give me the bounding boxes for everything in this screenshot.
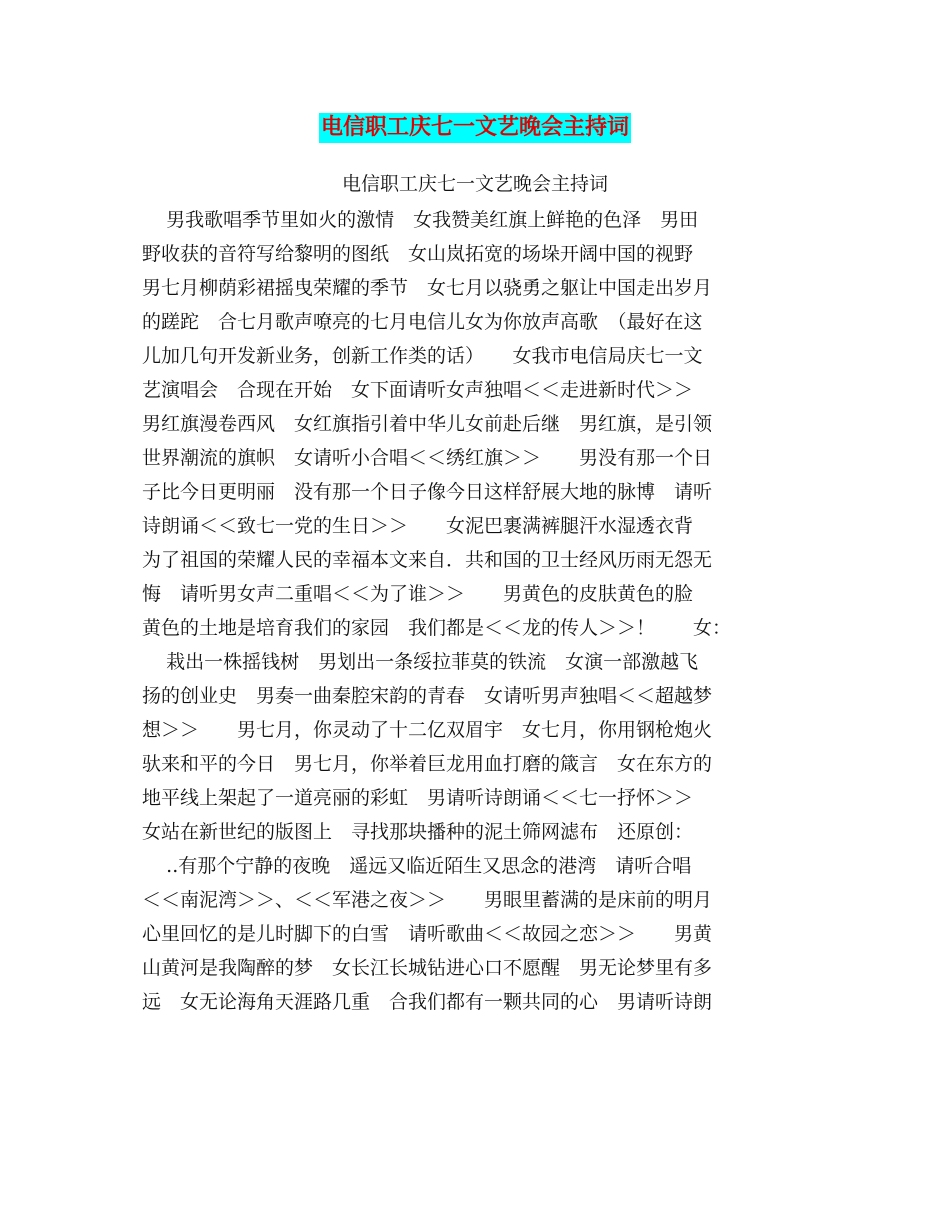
body-line: ＜＜南泥湾＞＞、＜＜军港之夜＞＞ 男眼里蓄满的是床前的明月 — [142, 889, 713, 911]
body-line: 黄色的土地是培育我们的家园 我们都是＜＜龙的传人＞＞！ 女： — [142, 617, 732, 639]
body-line: 男红旗漫卷西风 女红旗指引着中华儿女前赴后继 男红旗，是引领 — [142, 413, 713, 435]
body-line: 男七月柳荫彩裙摇曳荣耀的季节 女七月以骁勇之躯让中国走出岁月 — [142, 277, 713, 299]
document-subtitle: 电信职工庆七一文艺晚会主持词 — [341, 173, 608, 195]
body-line: 儿加几句开发新业务，创新工作类的话） 女我市电信局庆七一文 — [142, 345, 703, 367]
body-line: 心里回忆的是儿时脚下的白雪 请听歌曲＜＜故园之恋＞＞ 男黄 — [142, 923, 713, 945]
body-line: 山黄河是我陶醉的梦 女长江长城钻进心口不愿醒 男无论梦里有多 — [142, 957, 713, 979]
document-title: 电信职工庆七一文艺晚会主持词 — [319, 113, 631, 143]
body-line: 诗朗诵＜＜致七一党的生日＞＞ 女泥巴裹满裤腿汗水湿透衣背 — [142, 515, 694, 537]
body-line: 世界潮流的旗帜 女请听小合唱＜＜绣红旗＞＞ 男没有那一个日 — [142, 447, 713, 469]
body-line: ..有那个宁静的夜晚 遥远又临近陌生又思念的港湾 请听合唱 — [142, 855, 692, 877]
document-body — [142, 203, 808, 1019]
body-line: 野收获的音符写给黎明的图纸 女山岚拓宽的场垛开阔中国的视野 — [142, 243, 694, 265]
body-line: 想＞＞ 男七月，你灵动了十二亿双眉宇 女七月，你用钢枪炮火 — [142, 719, 713, 741]
title-container — [0, 113, 950, 143]
body-line: 艺演唱会 合现在开始 女下面请听女声独唱＜＜走进新时代＞＞ — [142, 379, 694, 401]
body-line: 远 女无论海角天涯路几重 合我们都有一颗共同的心 男请听诗朗 — [142, 991, 713, 1013]
body-line: 地平线上架起了一道亮丽的彩虹 男请听诗朗诵＜＜七一抒怀＞＞ — [142, 787, 694, 809]
body-line: 子比今日更明丽 没有那一个日子像今日这样舒展大地的脉博 请听 — [142, 481, 713, 503]
body-line: 女站在新世纪的版图上 寻找那块播种的泥土筛网滤布 还原创： — [142, 821, 694, 843]
body-line: 栽出一株摇钱树 男划出一条绥拉菲莫的铁流 女演一部激越飞 — [142, 651, 699, 673]
body-line: 的蹉跎 合七月歌声嘹亮的七月电信儿女为你放声高歌 （最好在这 — [142, 311, 703, 333]
body-line: 驮来和平的今日 男七月，你举着巨龙用血打磨的箴言 女在东方的 — [142, 753, 713, 775]
body-line: 为了祖国的荣耀人民的幸福本文来自．共和国的卫士经风历雨无怨无 — [142, 549, 713, 571]
body-line: 扬的创业史 男奏一曲秦腔宋韵的青春 女请听男声独唱＜＜超越梦 — [142, 685, 713, 707]
body-line: 悔 请听男女声二重唱＜＜为了谁＞＞ 男黄色的皮肤黄色的脸 — [142, 583, 694, 605]
body-line: 男我歌唱季节里如火的激情 女我赞美红旗上鲜艳的色泽 男田 — [142, 209, 699, 231]
